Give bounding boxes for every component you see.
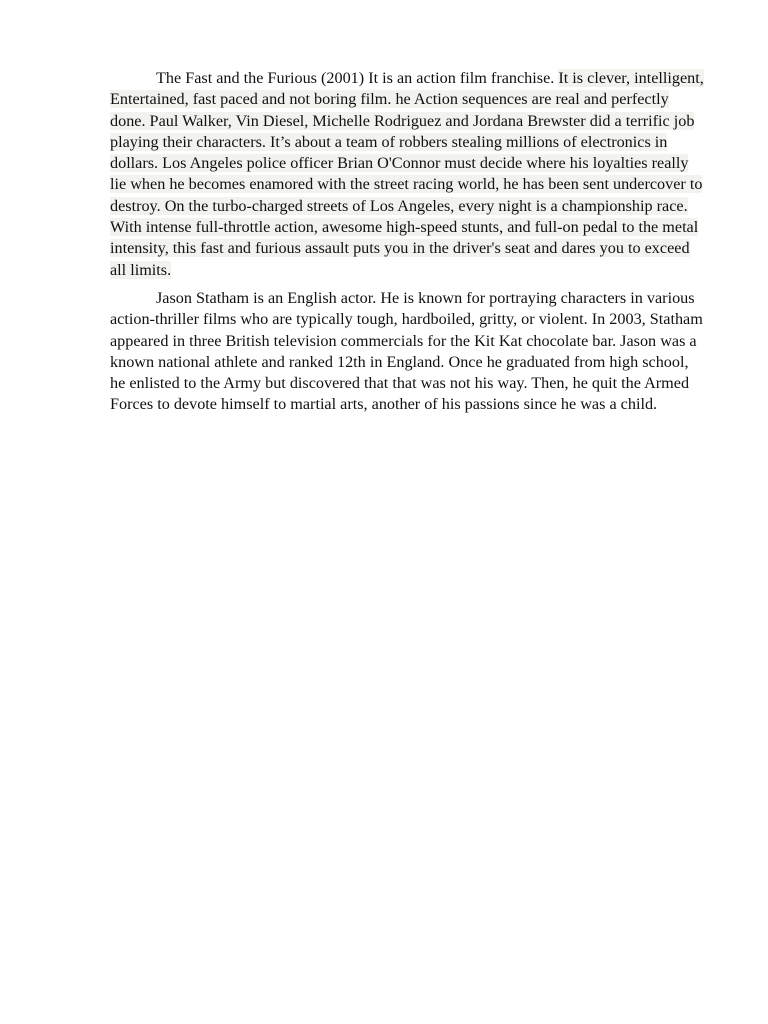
highlighted-text: It is clever, intelligent, Entertained, fast paced and not boring film. he Action sequences are real and perfectly done. Paul Walker, Vin Diesel, Michelle Rodriguez and Jordana Brewster did a terrific job playing their characters. It’s about a team of robbers stealing millions of electronics in dollars. Los Angeles police officer Brian O'Connor must decide where his loyalties really lie when he becomes enamored with the street racing world, he has been sent undercover to destroy. On the turbo-charged streets of Los Angeles, every night is a championship race. With intense full-throttle action, awesome high-speed stunts, and full-on pedal to the metal intensity, this fast and furious assault puts you in the driver's seat and dares you to exceed all limits. — [110, 69, 704, 279]
document-body — [110, 68, 706, 423]
paragraph-fast-and-furious — [110, 68, 706, 281]
paragraph-lead-text: The Fast and the Furious (2001) It is an action film franchise. — [156, 69, 555, 87]
paragraph-jason-statham — [110, 288, 706, 416]
paragraph-text: Jason Statham is an English actor. He is known for portraying characters in various action-thriller films who are typically tough, hardboiled, gritty, or violent. In 2003, Statham appeared in three British television commercials for the Kit Kat chocolate bar. Jason was a known national athlete and ranked 12th in England. Once he graduated from high school, he enlisted to the Army but discovered that that was not his way. Then, he quit the Armed Forces to devote himself to martial arts, another of his passions since he was a child. — [110, 288, 703, 414]
